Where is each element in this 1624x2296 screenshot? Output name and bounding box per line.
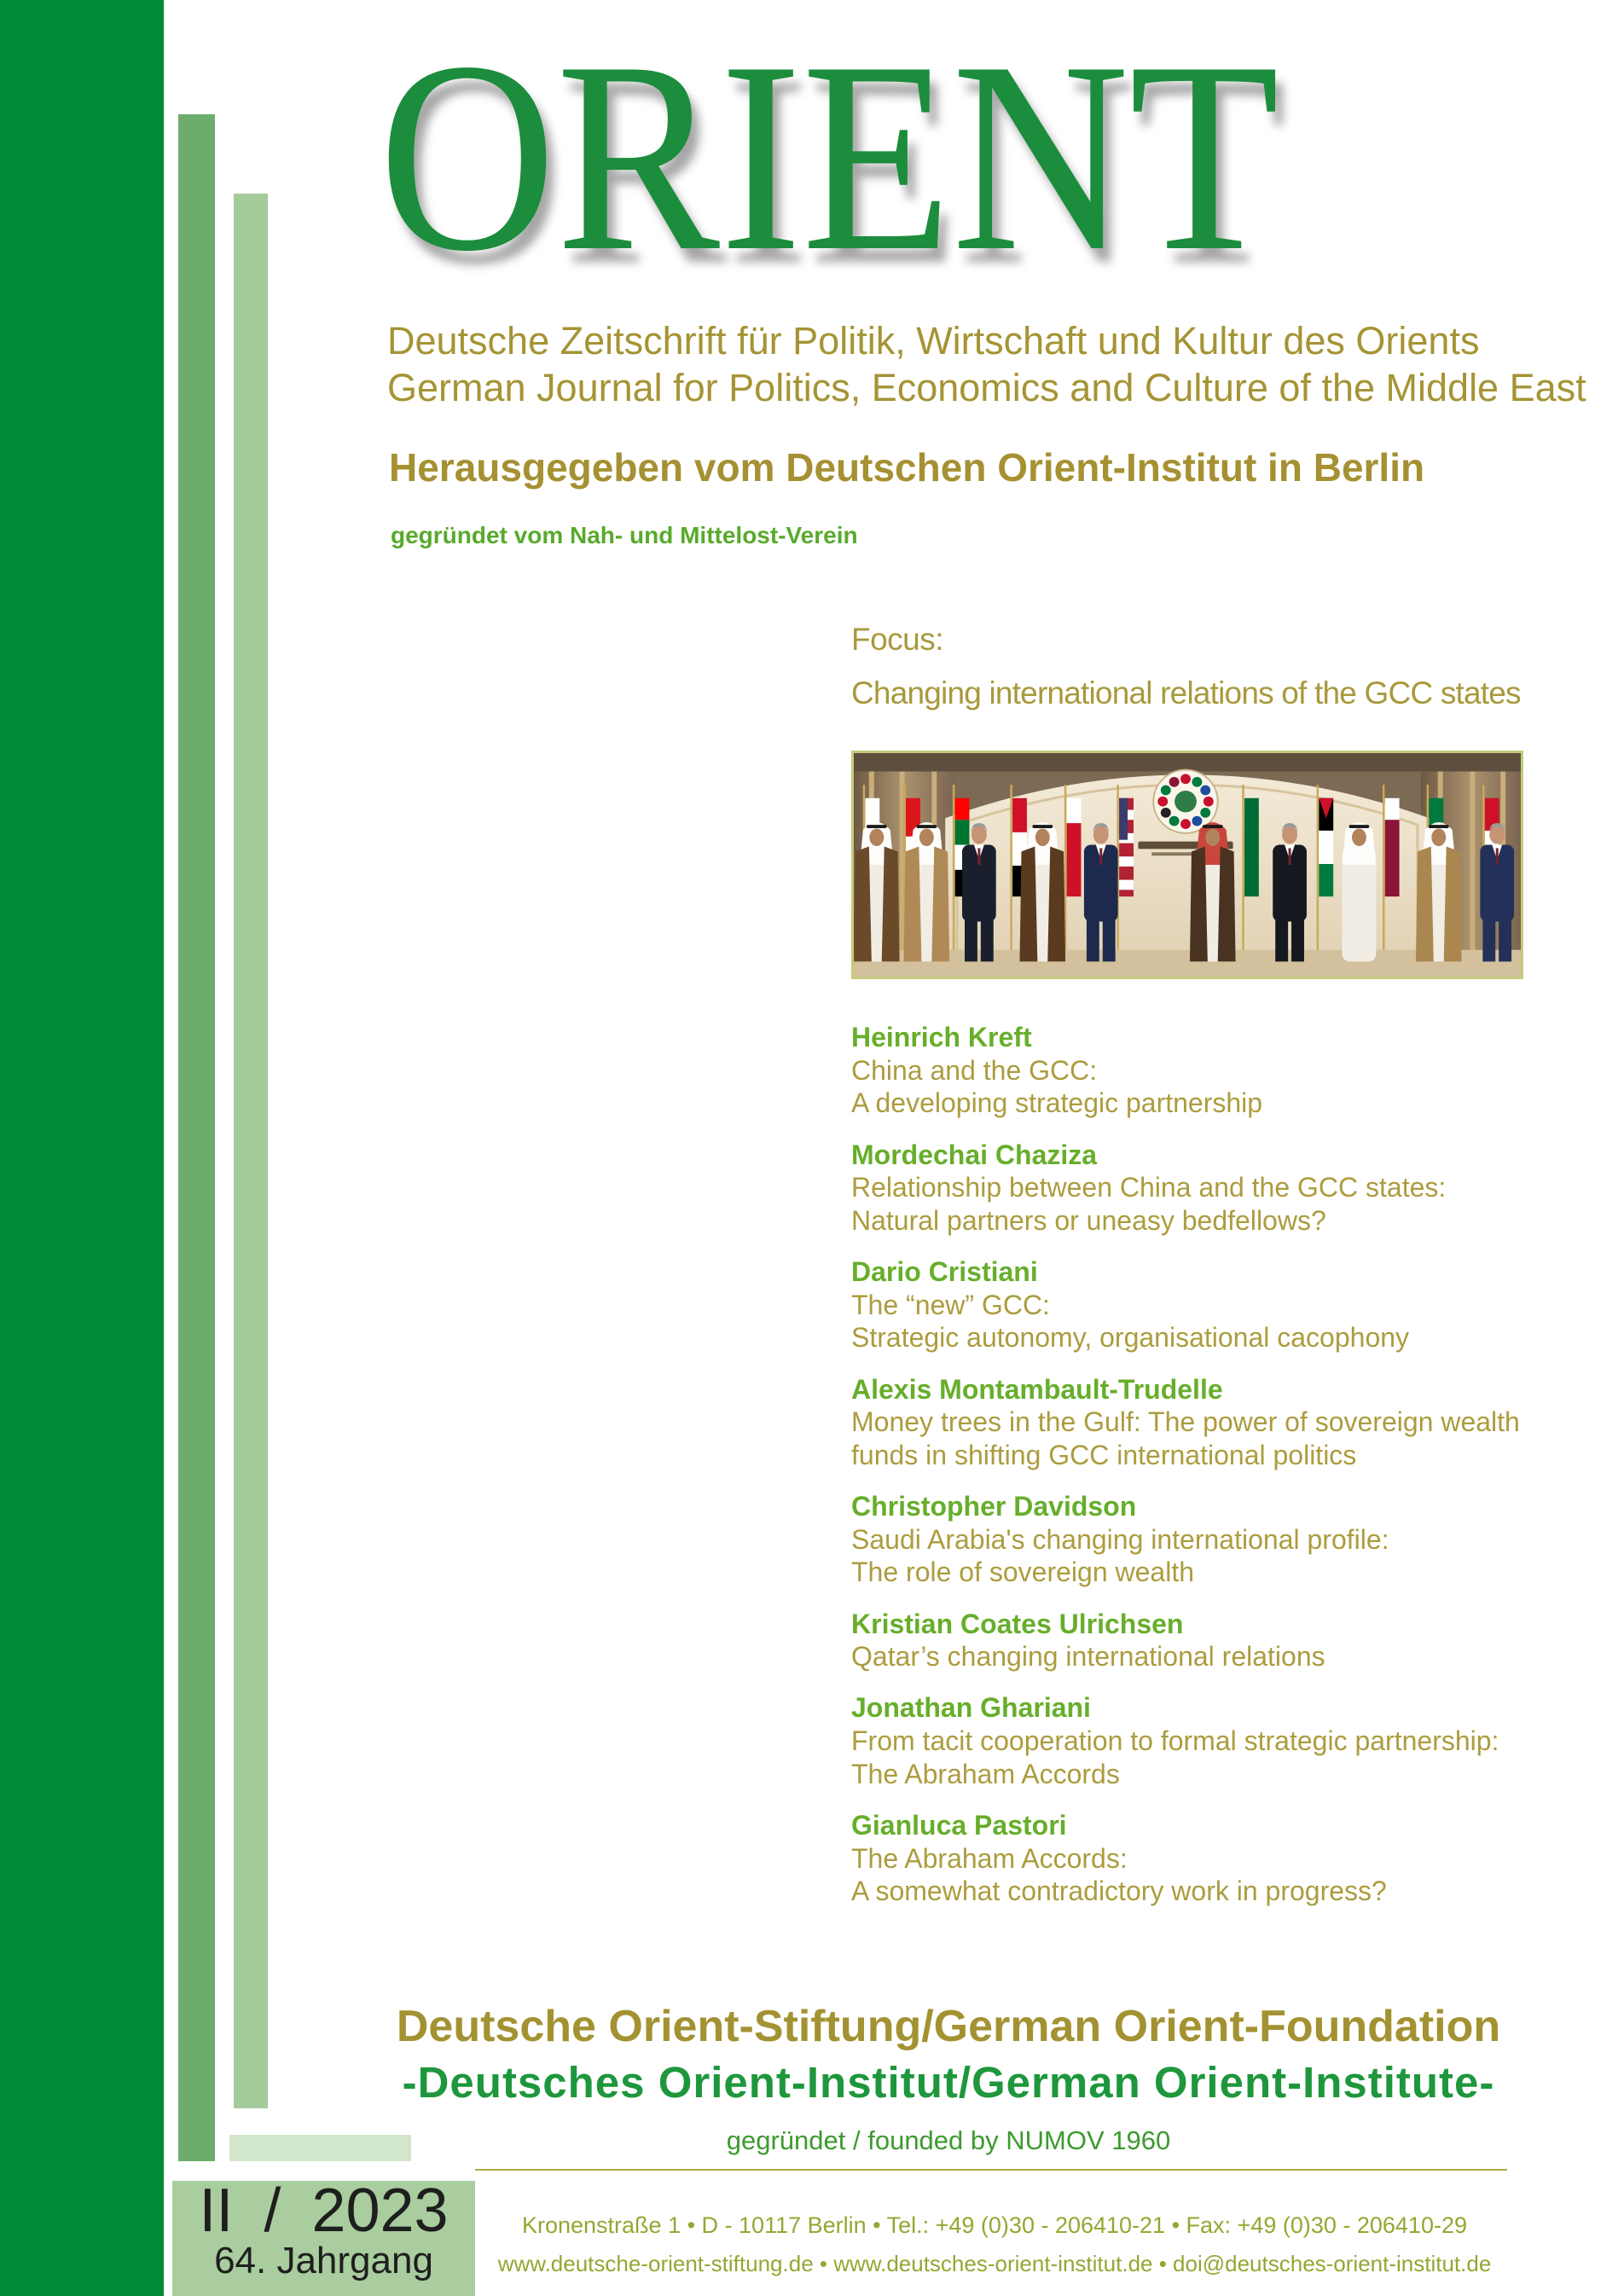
article-title-line: China and the GCC: bbox=[851, 1054, 1098, 1086]
article-author: Christopher Davidson bbox=[851, 1491, 1137, 1522]
vertical-stripe-light bbox=[234, 194, 268, 2108]
article-list bbox=[851, 1021, 1593, 1926]
article-title-line: The Abraham Accords bbox=[851, 1758, 1120, 1789]
article-title-line: A developing strategic partnership bbox=[851, 1087, 1263, 1119]
article-author: Gianluca Pastori bbox=[851, 1809, 1067, 1841]
vertical-stripe-medium bbox=[178, 114, 215, 2161]
article-entry bbox=[851, 1809, 1593, 1908]
issue-volume: 64. Jahrgang bbox=[214, 2240, 433, 2282]
article-author: Dario Cristiani bbox=[851, 1256, 1038, 1287]
article-entry bbox=[851, 1021, 1593, 1120]
article-entry bbox=[851, 1139, 1593, 1238]
article-title-line: Qatar’s changing international relations bbox=[851, 1641, 1325, 1673]
article-author: Alexis Montambault-Trudelle bbox=[851, 1373, 1223, 1405]
journal-title: ORIENT bbox=[379, 6, 1279, 308]
publisher-line: Herausgegeben vom Deutschen Orient-Institut in Berlin bbox=[389, 445, 1425, 490]
summit-photo bbox=[851, 751, 1523, 979]
article-author: Heinrich Kreft bbox=[851, 1022, 1032, 1052]
founder-line: gegründet vom Nah- und Mittelost-Verein bbox=[391, 522, 858, 548]
ceiling bbox=[854, 753, 1521, 772]
subtitle-english: German Journal for Politics, Economics and Culture of the Middle East bbox=[387, 366, 1586, 409]
article-title-line: The “new” GCC: bbox=[851, 1289, 1050, 1320]
focus-topic: Changing international relations of the GCC states bbox=[851, 675, 1521, 710]
article-entry bbox=[851, 1255, 1593, 1354]
article-title-line: The role of sovereign wealth bbox=[851, 1557, 1194, 1588]
article-title-line: A somewhat contradictory work in progress? bbox=[851, 1876, 1387, 1907]
summit-photo-image bbox=[854, 753, 1521, 977]
article-author: Kristian Coates Ulrichsen bbox=[851, 1608, 1184, 1639]
article-title-line: The Abraham Accords: bbox=[851, 1842, 1128, 1874]
article-title-line: From tacit cooperation to formal strategic partnership: bbox=[851, 1725, 1499, 1756]
article-author: Mordechai Chaziza bbox=[851, 1139, 1098, 1170]
article-entry bbox=[851, 1373, 1593, 1472]
article-title-line: Money trees in the Gulf: The power of sovereign wealth bbox=[851, 1406, 1520, 1438]
foundation-founded-line: gegründet / founded by NUMOV 1960 bbox=[726, 2125, 1171, 2155]
focus-label: Focus: bbox=[851, 622, 944, 657]
issue-box bbox=[172, 2177, 475, 2296]
contact-address: Kronenstraße 1 • D - 10117 Berlin • Tel.: +49 (0)30 - 206410-21 • Fax: +49 (0)30 - 206410-29 bbox=[521, 2212, 1467, 2238]
article-entry bbox=[851, 1490, 1593, 1589]
article-title-line: Saudi Arabia's changing international profile: bbox=[851, 1523, 1389, 1555]
subtitle-german: Deutsche Zeitschrift für Politik, Wirtschaft und Kultur des Orients bbox=[387, 319, 1480, 362]
article-author: Jonathan Ghariani bbox=[851, 1692, 1091, 1724]
article-title-line: Natural partners or uneasy bedfellows? bbox=[851, 1204, 1326, 1236]
foundation-name: Deutsche Orient-Stiftung/German Orient-Foundation bbox=[396, 2002, 1501, 2051]
institute-name: -Deutsches Orient-Institut/German Orient-Institute- bbox=[402, 2058, 1495, 2107]
article-title-line: Strategic autonomy, organisational cacophony bbox=[851, 1322, 1410, 1354]
article-entry bbox=[851, 1608, 1593, 1673]
issue-number: II / 2023 bbox=[199, 2177, 449, 2245]
article-entry bbox=[851, 1691, 1593, 1790]
article-title-line: funds in shifting GCC international politics bbox=[851, 1439, 1357, 1470]
left-green-bar bbox=[0, 0, 164, 2296]
article-title-line: Relationship between China and the GCC states: bbox=[851, 1172, 1447, 1203]
contact-web: www.deutsche-orient-stiftung.de • www.deutsches-orient-institut.de • doi@deutsches-orient-institut.de bbox=[497, 2251, 1492, 2276]
person-figure bbox=[1343, 822, 1377, 961]
footer-divider bbox=[475, 2169, 1507, 2171]
